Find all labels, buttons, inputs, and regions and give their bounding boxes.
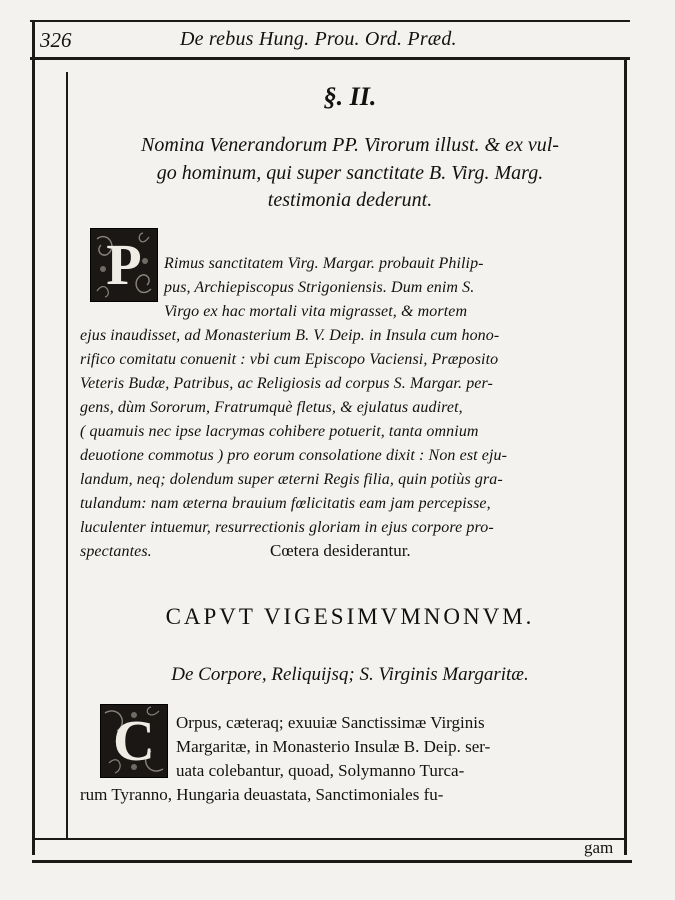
body-line: rifico comitatu conuenit : vbi cum Episcopo Vaciensi, Præposito xyxy=(80,351,499,368)
body-line: Rimus sanctitatem Virg. Margar. probauit Philip- xyxy=(164,255,484,272)
body-line: spectantes. xyxy=(80,543,152,560)
header-rule xyxy=(30,57,630,60)
outer-left-rule xyxy=(32,20,35,855)
initial-letter: P xyxy=(106,232,142,297)
decorated-initial-c xyxy=(100,704,168,778)
catchword: gam xyxy=(584,838,614,857)
body-line: rum Tyranno, Hungaria deuastata, Sanctimoniales fu- xyxy=(80,785,444,804)
body-line: ( quamuis nec ipse lacrymas cohibere potuerit, tanta omnium xyxy=(80,423,479,440)
decorated-initial-p xyxy=(90,228,158,302)
right-rule xyxy=(624,60,627,855)
closing-note: Cœtera desiderantur. xyxy=(270,541,411,560)
section-title-line-3: testimonia dederunt. xyxy=(267,189,433,211)
section-title-line-1: Nomina Venerandorum PP. Virorum illust. & ex vul- xyxy=(141,134,559,156)
body-line: Orpus, cæteraq; exuuiæ Sanctissimæ Virginis xyxy=(176,713,485,732)
chapter-title: CAPVT VIGESIMVMNONVM. xyxy=(165,604,535,629)
text-bottom-rule xyxy=(32,838,627,840)
page-bottom-rule xyxy=(32,860,632,863)
body-line: uata colebantur, quoad, Solymanno Turca- xyxy=(176,761,465,780)
body-line: ejus inaudisset, ad Monasterium B. V. Deip. in Insula cum hono- xyxy=(80,327,500,344)
initial-letter: C xyxy=(113,708,155,773)
body-line: gens, dùm Sororum, Fratrumquè fletus, & ejulatus audiret, xyxy=(80,399,463,416)
body-line: Virgo ex hac mortali vita migrasset, & mortem xyxy=(164,303,468,320)
body-line: tulandum: nam æterna brauium fœlicitatis eam jam percepisse, xyxy=(80,495,491,512)
body-line: luculenter intuemur, resurrectionis gloriam in ejus corpore pro- xyxy=(80,519,494,536)
section-title-line-2: go hominum, qui super sanctitate B. Virg. Marg. xyxy=(156,162,544,184)
running-title: De rebus Hung. Prou. Ord. Præd. xyxy=(180,28,457,50)
section-mark: §. II. xyxy=(323,82,377,111)
page-number: 326 xyxy=(40,28,72,52)
running-header xyxy=(40,28,620,54)
chapter-subtitle: De Corpore, Reliquijsq; S. Virginis Margaritæ. xyxy=(171,664,529,685)
body-line: Veteris Budæ, Patribus, ac Religiosis ad corpus S. Margar. per- xyxy=(80,375,493,392)
inner-left-rule xyxy=(66,72,68,840)
body-line: deuotione commotus ) pro eorum consolatione dixit : Non est eju- xyxy=(80,447,508,464)
body-line: pus, Archiepiscopus Strigoniensis. Dum enim S. xyxy=(164,279,475,296)
top-rule xyxy=(30,20,630,22)
body-line: landum, neq; dolendum super æterni Regis filia, quin potiùs gra- xyxy=(80,471,503,488)
body-line: Margaritæ, in Monasterio Insulæ B. Deip. ser- xyxy=(176,737,491,756)
